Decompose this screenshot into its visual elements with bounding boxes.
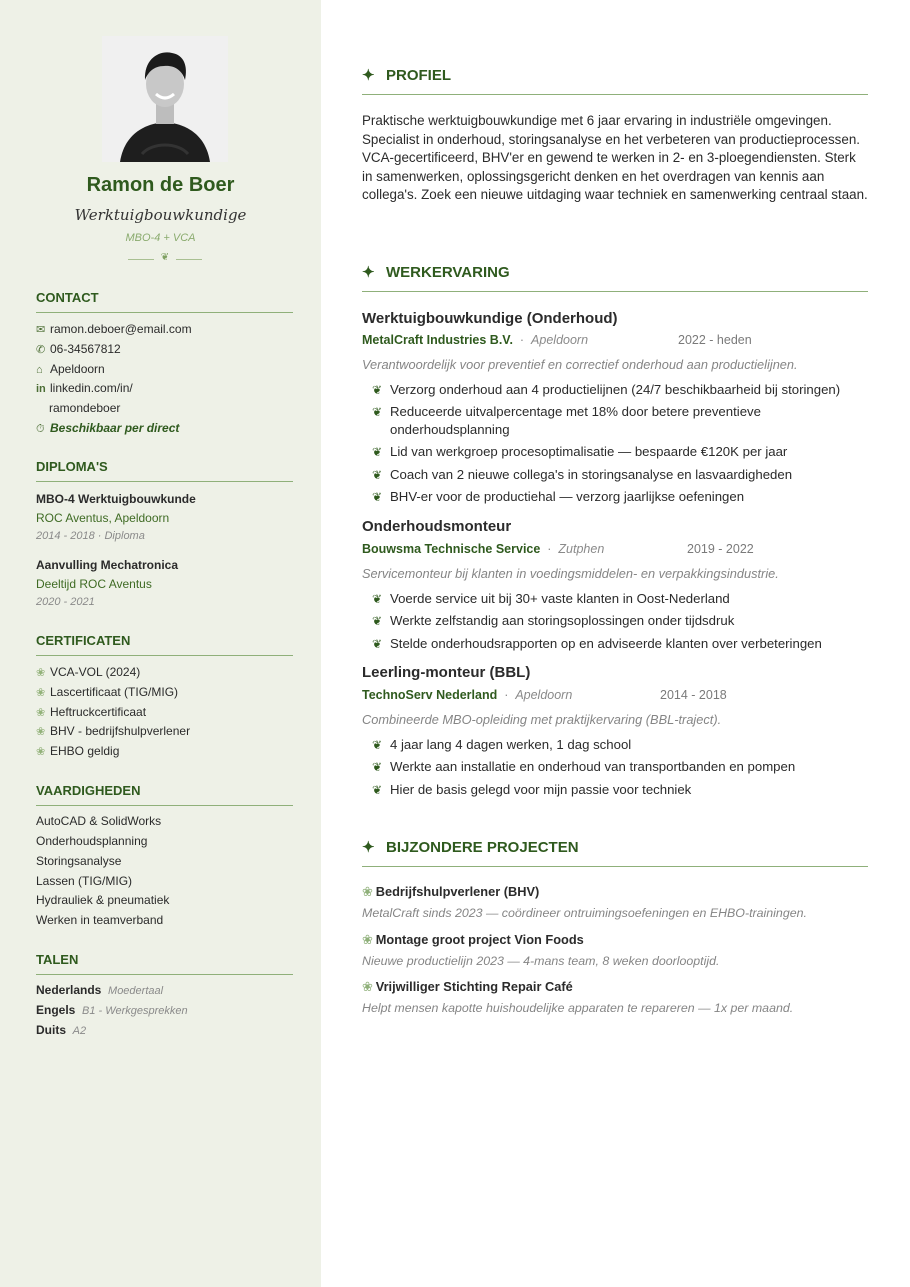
leaf-bullet-icon: ❦ bbox=[372, 760, 383, 774]
flower-bullet-icon: ❀ bbox=[36, 746, 46, 758]
diploma-meta: 2020 - 2021 bbox=[36, 596, 95, 608]
job-title: Werktuigbouwkundige (Onderhoud) bbox=[362, 310, 618, 327]
job-bullet: ❦ Voerde service uit bij 30+ vaste klanten in Oost-Nederland bbox=[372, 590, 862, 608]
language-item: Nederlands Moedertaal bbox=[36, 983, 164, 997]
candidate-title: Werktuigbouwkundige bbox=[74, 206, 247, 224]
certificates-heading: CERTIFICATEN bbox=[36, 633, 293, 656]
language-item: Engels B1 - Werkgesprekken bbox=[36, 1003, 188, 1017]
flower-bullet-icon: ❀ bbox=[36, 667, 46, 679]
job-bullet: ❦ Stelde onderhoudsrapporten op en adviseerde klanten over verbeteringen bbox=[372, 635, 862, 653]
experience-heading: ✦ WERKERVARING bbox=[362, 263, 868, 292]
project-title: ❀ Bedrijfshulpverlener (BHV) bbox=[362, 884, 540, 899]
skill-item: Werken in teamverband bbox=[36, 913, 164, 927]
job-dates: 2019 - 2022 bbox=[687, 542, 754, 556]
flower-bullet-icon: ❀ bbox=[36, 726, 46, 738]
flower-bullet-icon: ❀ bbox=[36, 707, 46, 719]
leaf-bullet-icon: ❦ bbox=[372, 468, 383, 482]
leaf-bullet-icon: ❦ bbox=[372, 490, 383, 504]
mail-icon: ✉ bbox=[36, 324, 46, 336]
job-bullet: ❦ BHV-er voor de productiehal — verzorg jaarlijkse oefeningen bbox=[372, 488, 862, 506]
job-summary: Verantwoordelijk voor preventief en correctief onderhoud aan productielijnen. bbox=[362, 357, 798, 372]
phone-icon: ✆ bbox=[36, 344, 46, 356]
skills-heading: VAARDIGHEDEN bbox=[36, 783, 293, 806]
job-company-line: Bouwsma Technische Service · Zutphen bbox=[362, 542, 605, 556]
skill-item: AutoCAD & SolidWorks bbox=[36, 814, 162, 828]
leaf-bullet-icon: ❦ bbox=[372, 614, 383, 628]
diploma-degree: MBO-4 Werktuigbouwkunde bbox=[36, 492, 196, 506]
skill-item: Hydrauliek & pneumatiek bbox=[36, 893, 170, 907]
contact-city: ⌂ Apeldoorn bbox=[36, 362, 105, 376]
sparkle-icon: ✦ bbox=[362, 67, 375, 84]
leaf-bullet-icon: ❦ bbox=[372, 383, 383, 397]
certificate-item: ❀ BHV - bedrijfshulpverlener bbox=[36, 724, 191, 738]
job-bullet: ❦ Werkte aan installatie en onderhoud van transportbanden en pompen bbox=[372, 758, 862, 776]
job-dates: 2022 - heden bbox=[678, 333, 752, 347]
job-bullet: ❦ Reduceerde uitvalpercentage met 18% door betere preventieve onderhoudsplanning bbox=[372, 404, 761, 438]
job-bullet: ❦ Werkte zelfstandig aan storingsoplossingen onder tijdsdruk bbox=[372, 612, 862, 630]
candidate-qualifications: MBO-4 + VCA bbox=[125, 232, 196, 244]
job-bullet: ❦ Hier de basis gelegd voor mijn passie voor techniek bbox=[372, 781, 862, 799]
diploma-degree: Aanvulling Mechatronica bbox=[36, 558, 179, 572]
job-bullet: ❦ Verzorg onderhoud aan 4 productielijnen (24/7 beschikbaarheid bij storingen) bbox=[372, 381, 862, 399]
leaf-bullet-icon: ❦ bbox=[372, 783, 383, 797]
flower-bullet-icon: ❀ bbox=[362, 884, 373, 899]
project-title: ❀ Montage groot project Vion Foods bbox=[362, 932, 584, 947]
contact-email[interactable]: ✉ ramon.deboer@email.com bbox=[36, 322, 192, 336]
leaf-bullet-icon: ❦ bbox=[372, 592, 383, 606]
skill-item: Storingsanalyse bbox=[36, 854, 122, 868]
ornament-divider bbox=[128, 252, 202, 266]
skill-item: Onderhoudsplanning bbox=[36, 834, 148, 848]
job-summary: Servicemonteur bij klanten in voedingsmiddelen- en verpakkingsindustrie. bbox=[362, 566, 779, 581]
clock-icon: ⏱ bbox=[36, 423, 45, 435]
certificate-item: ❀ EHBO geldig bbox=[36, 744, 120, 758]
projects-heading: ✦ BIJZONDERE PROJECTEN bbox=[362, 838, 868, 867]
profile-heading: ✦ PROFIEL bbox=[362, 66, 868, 95]
language-item: Duits A2 bbox=[36, 1023, 87, 1037]
project-title: ❀ Vrijwilliger Stichting Repair Café bbox=[362, 979, 573, 994]
job-company-line: TechnoServ Nederland · Apeldoorn bbox=[362, 688, 573, 702]
leaf-bullet-icon: ❦ bbox=[372, 738, 383, 752]
diploma-school: Deeltijd ROC Aventus bbox=[36, 577, 152, 591]
linkedin-icon: in bbox=[36, 383, 46, 395]
sparkle-icon: ✦ bbox=[362, 839, 375, 856]
skill-item: Lassen (TIG/MIG) bbox=[36, 874, 133, 888]
job-bullet: ❦ 4 jaar lang 4 dagen werken, 1 dag school bbox=[372, 736, 862, 754]
leaf-ornament-icon: ❦ bbox=[160, 252, 170, 263]
project-desc: MetalCraft sinds 2023 — coördineer ontruimingsoefeningen en EHBO-trainingen. bbox=[362, 906, 807, 920]
diplomas-heading: DIPLOMA'S bbox=[36, 459, 293, 482]
candidate-name: Ramon de Boer bbox=[86, 174, 235, 196]
job-title: Onderhoudsmonteur bbox=[362, 518, 512, 535]
home-icon: ⌂ bbox=[36, 364, 43, 376]
job-summary: Combineerde MBO-opleiding met praktijkervaring (BBL-traject). bbox=[362, 712, 722, 727]
leaf-bullet-icon: ❦ bbox=[372, 637, 383, 651]
job-bullet: ❦ Lid van werkgroep procesoptimalisatie — bespaarde €120K per jaar bbox=[372, 443, 862, 461]
profile-photo bbox=[102, 36, 228, 162]
leaf-bullet-icon: ❦ bbox=[372, 405, 383, 419]
job-bullet: ❦ Coach van 2 nieuwe collega's in storingsanalyse en lasvaardigheden bbox=[372, 466, 862, 484]
diploma-school: ROC Aventus, Apeldoorn bbox=[36, 511, 170, 525]
diploma-meta: 2014 - 2018 · Diploma bbox=[36, 530, 145, 542]
job-dates: 2014 - 2018 bbox=[660, 688, 727, 702]
job-title: Leerling-monteur (BBL) bbox=[362, 664, 531, 681]
project-desc: Nieuwe productielijn 2023 — 4-mans team, 8 weken doorlooptijd. bbox=[362, 954, 720, 968]
languages-heading: TALEN bbox=[36, 952, 293, 975]
job-company-line: MetalCraft Industries B.V. · Apeldoorn bbox=[362, 333, 589, 347]
project-desc: Helpt mensen kapotte huishoudelijke apparaten te repareren — 1x per maand. bbox=[362, 1001, 794, 1015]
certificate-item: ❀ Lascertificaat (TIG/MIG) bbox=[36, 685, 179, 699]
flower-bullet-icon: ❀ bbox=[362, 979, 373, 994]
leaf-bullet-icon: ❦ bbox=[372, 445, 383, 459]
flower-bullet-icon: ❀ bbox=[36, 687, 46, 699]
profile-summary: Praktische werktuigbouwkundige met 6 jaar ervaring in industriële omgevingen. Specialist in onderhoud, storingsanalyse en het verbeteren van productieprocessen. VCA-gecertificeerd, BHV'er en gewend te werken in 2- en 3-ploegendiensten. Sterk in samenwerken, oplossingsgericht denken en het overdragen van kennis aan collega's. Zoek een nieuwe uitdaging waar techniek en samenwerking centraal staan. bbox=[362, 113, 868, 203]
contact-linkedin[interactable]: in linkedin.com/in/ bbox=[36, 381, 133, 395]
sparkle-icon: ✦ bbox=[362, 264, 375, 281]
contact-availability: ⏱ Beschikbaar per direct bbox=[36, 421, 180, 435]
portrait-image bbox=[102, 36, 228, 162]
contact-phone[interactable]: ✆ 06-34567812 bbox=[36, 342, 121, 356]
contact-heading: CONTACT bbox=[36, 290, 293, 313]
flower-bullet-icon: ❀ bbox=[362, 932, 373, 947]
certificate-item: ❀ VCA-VOL (2024) bbox=[36, 665, 141, 679]
contact-linkedin-cont[interactable]: ramondeboer bbox=[49, 401, 121, 415]
certificate-item: ❀ Heftruckcertificaat bbox=[36, 705, 147, 719]
